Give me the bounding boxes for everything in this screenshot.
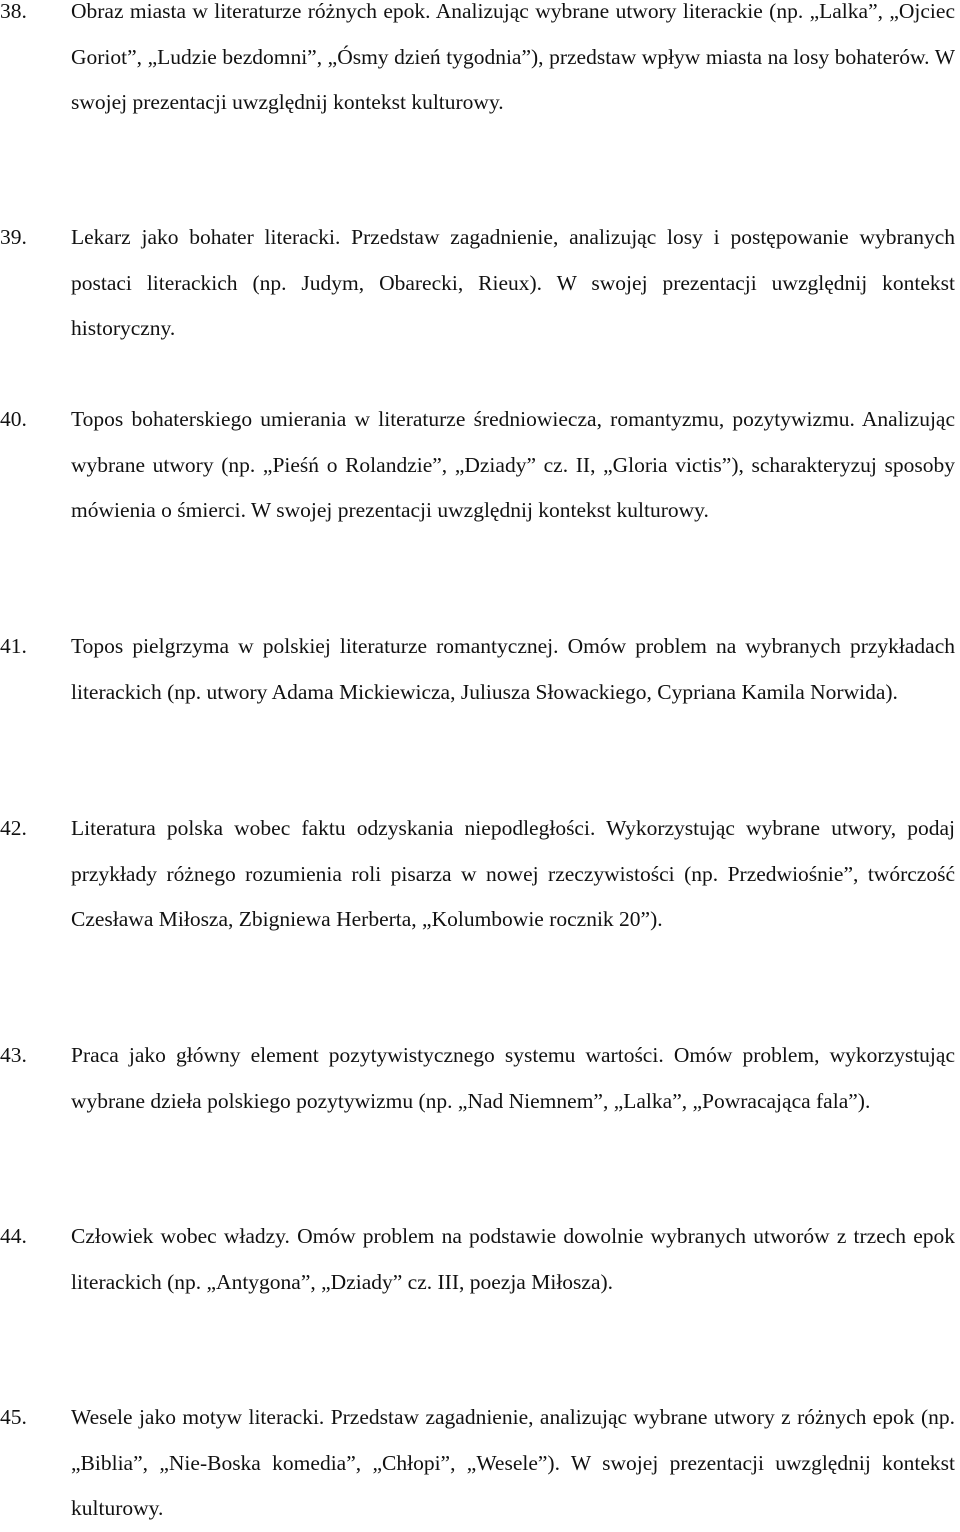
- list-item-40: [0, 397, 960, 534]
- item-number: 41.: [0, 634, 27, 658]
- list-item-45: [0, 1395, 960, 1532]
- list-item-38: [0, 0, 960, 126]
- item-text: Obraz miasta w literaturze różnych epok. Analizując wybrane utwory literackie (np. „Lalka”, „Ojciec Goriot”, „Ludzie bezdomni”, „Ósmy dzień tygodnia”), przedstaw wpływ miasta na losy bohaterów. W swojej prezentacji uwzględnij kontekst kulturowy.: [71, 0, 955, 114]
- item-text: Literatura polska wobec faktu odzyskania niepodległości. Wykorzystując wybrane utwory, podaj przykłady różnego rozumienia roli pisarza w nowej rzeczywistości (np. Przedwiośnie”, twórczość Czesława Miłosza, Zbigniewa Herberta, „Kolumbowie rocznik 20”).: [71, 816, 955, 931]
- item-number: 44.: [0, 1224, 27, 1248]
- list-item-44: [0, 1214, 960, 1305]
- item-number: 39.: [0, 225, 27, 249]
- item-number: 45.: [0, 1405, 27, 1429]
- list-item-43: [0, 1033, 960, 1124]
- item-text: Topos bohaterskiego umierania w literaturze średniowiecza, romantyzmu, pozytywizmu. Analizując wybrane utwory (np. „Pieśń o Rolandzie”, „Dziady” cz. II, „Gloria victis”), scharakteryzuj sposoby mówienia o śmierci. W swojej prezentacji uwzględnij kontekst kulturowy.: [71, 407, 955, 522]
- item-number: 43.: [0, 1043, 27, 1067]
- item-text: Wesele jako motyw literacki. Przedstaw zagadnienie, analizując wybrane utwory z różnych epok (np. „Biblia”, „Nie-Boska komedia”, „Chłopi”, „Wesele”). W swojej prezentacji uwzględnij kontekst kulturowy.: [71, 1405, 955, 1520]
- list-item-39: [0, 215, 960, 352]
- list-item-41: [0, 624, 960, 715]
- item-text: Człowiek wobec władzy. Omów problem na podstawie dowolnie wybranych utworów z trzech epok literackich (np. „Antygona”, „Dziady” cz. III, poezja Miłosza).: [71, 1224, 955, 1294]
- item-text: Topos pielgrzyma w polskiej literaturze romantycznej. Omów problem na wybranych przykładach literackich (np. utwory Adama Mickiewicza, Juliusza Słowackiego, Cypriana Kamila Norwida).: [71, 634, 955, 704]
- item-text: Lekarz jako bohater literacki. Przedstaw zagadnienie, analizując losy i postępowanie wybranych postaci literackich (np. Judym, Obarecki, Rieux). W swojej prezentacji uwzględnij kontekst historyczny.: [71, 225, 955, 340]
- item-number: 42.: [0, 816, 27, 840]
- list-item-42: [0, 806, 960, 943]
- item-number: 40.: [0, 407, 27, 431]
- item-text: Praca jako główny element pozytywistycznego systemu wartości. Omów problem, wykorzystując wybrane dzieła polskiego pozytywizmu (np. „Nad Niemnem”, „Lalka”, „Powracająca fala”).: [71, 1043, 955, 1113]
- item-number: 38.: [0, 0, 27, 23]
